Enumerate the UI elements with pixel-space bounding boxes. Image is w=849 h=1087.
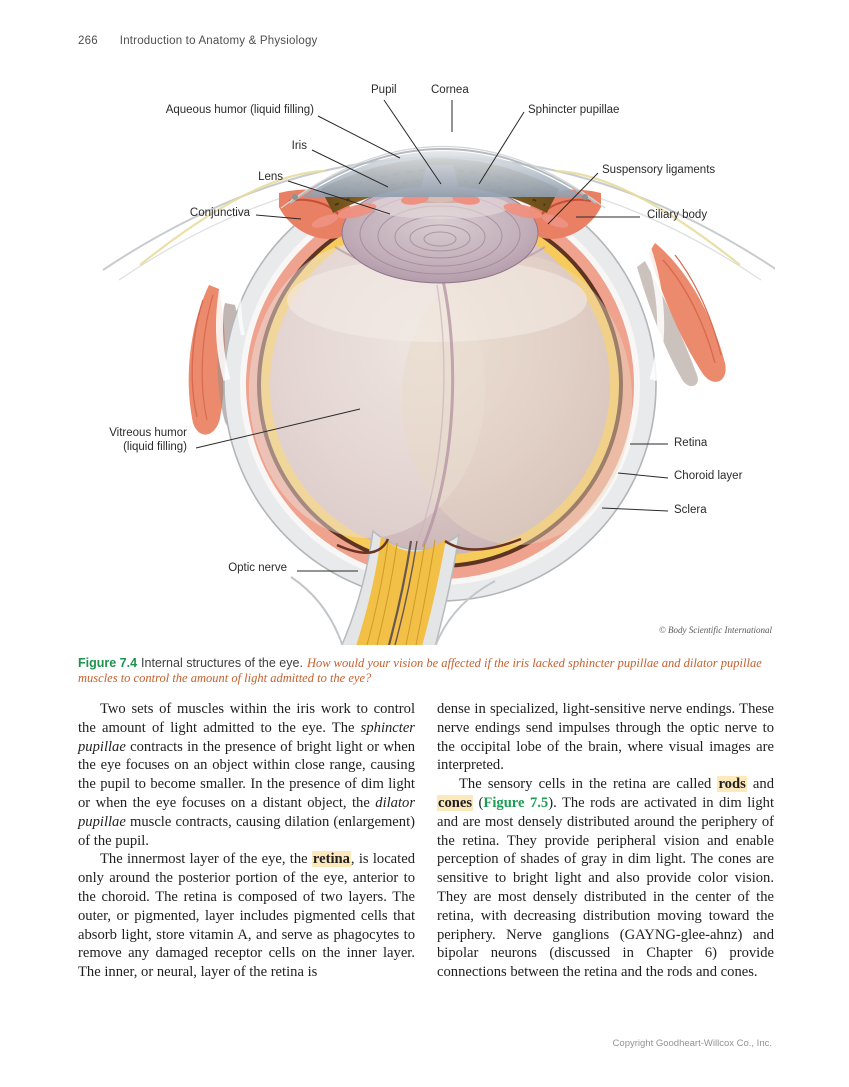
eye-illustration — [85, 75, 775, 645]
figure-title: Internal structures of the eye. — [141, 655, 303, 670]
label-iris: Iris — [291, 140, 307, 152]
label-choroid-layer: Choroid layer — [674, 470, 743, 482]
label-aqueous-humor: Aqueous humor (liquid filling) — [165, 104, 314, 116]
paragraph: Two sets of muscles within the iris work to control the amount of light admitted to the eye. The sphincter pupillae contracts in the presence of bright light or when the eye focuses on an object within close range, causing the pupil to become smaller. In the presence of dim light or when the eye focuses on a distant object, the dilator pupillae muscle contracts, causing dilation (enlargement) of the pupil. — [78, 701, 415, 849]
label-sclera: Sclera — [674, 504, 707, 516]
label-suspensory-ligaments: Suspensory ligaments — [602, 164, 716, 176]
copyright-line: Copyright Goodheart-Willcox Co., Inc. — [612, 1038, 772, 1049]
label-optic-nerve: Optic nerve — [228, 562, 287, 574]
text-column-right — [437, 700, 774, 982]
figure-caption — [78, 656, 774, 687]
text-column-left — [78, 700, 415, 982]
label-ciliary-body: Ciliary body — [647, 209, 708, 221]
paragraph: The sensory cells in the retina are called rods and cones (Figure 7.5). The rods are activated in dim light and are most densely distributed around the periphery of the retina. They provide peripheral vision and enable perception of shades of gray in dim light. The cones are sensitive to bright light and also provide color vision. They are most densely distributed in the center of the retina, with decreasing distribution moving toward the periphery. Nerve ganglions (GAYNG-glee-ahnz) and bipolar neurons (discussed in Chapter 6) provide connections between the retina and the rods and cones. — [437, 776, 775, 981]
page-header — [78, 35, 318, 47]
running-title: Introduction to Anatomy & Physiology — [119, 35, 318, 47]
label-sphincter-pupillae: Sphincter pupillae — [528, 104, 620, 116]
label-cornea: Cornea — [431, 84, 469, 96]
label-pupil: Pupil — [371, 84, 397, 96]
paragraph: The innermost layer of the eye, the retina, is located only around the posterior portion of the eye, anterior to the choroid. The retina is composed of two layers. The outer, or pigmented, layer includes pigmented cells that absorb light, store vitamin A, and serve as phagocytes to remove any damaged receptor cells on the inner layer. The inner, or neural, layer of the retina is — [78, 851, 415, 981]
illustration-credit: © Body Scientific International — [658, 625, 772, 635]
page-number: 266 — [78, 35, 98, 47]
label-conjunctiva: Conjunctiva — [189, 207, 250, 219]
label-retina: Retina — [674, 437, 708, 449]
label-vitreous-humor: Vitreous humor (liquid filling) — [109, 427, 187, 453]
figure-question: How would your vision be affected if the iris lacked sphincter pupillae and dilator pupillae muscles to control the amount of light admitted to the eye? — [78, 655, 762, 685]
label-lens: Lens — [258, 171, 283, 183]
paragraph: dense in specialized, light-sensitive nerve endings. These nerve endings send impulses through the optic nerve to the occipital lobe of the brain, where visual images are interpreted. — [437, 701, 774, 774]
figure-number: Figure 7.4 — [78, 655, 138, 670]
